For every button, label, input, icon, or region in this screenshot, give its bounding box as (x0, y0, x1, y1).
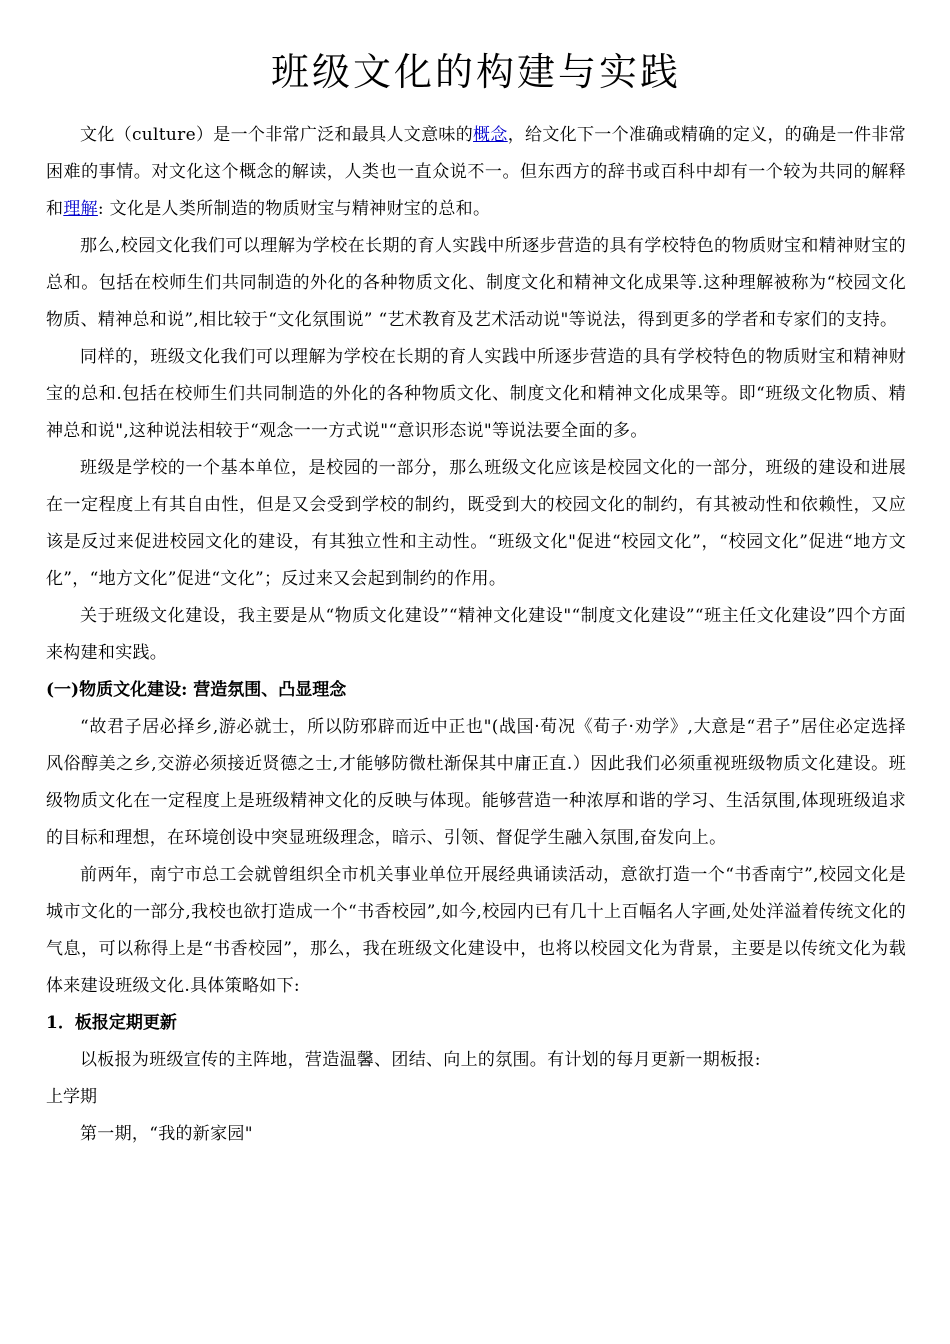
concept-link[interactable]: 概念 (473, 125, 508, 146)
paragraph-text: ，给文化下一个准确或精确的定义，的确是一件非常困难的事情。对文化这个概念的解读，人类也一直众说不一。但东西方的辞书或百科中却有一个较为共同的解释和 (46, 125, 906, 220)
paragraph-text: : 文化是人类所制造的物质财宝与精神财宝的总和。 (97, 199, 491, 220)
paragraph-four-aspects: 关于班级文化建设，我主要是从“物质文化建设”“精神文化建设"“制度文化建设”“班主任文化建设”四个方面来构建和实践。 (46, 606, 906, 664)
page-title: 班级文化的构建与实践 (270, 50, 681, 94)
paragraph-xunzi-quote: “故君子居必择乡,游必就士，所以防邪辟而近中正也"(战国·荀况《荀子·劝学》,大意是“君子”居住必定选择风俗醇美之乡,交游必须接近贤德之士,才能够防微杜渐保其中庸正直.）因此我们必须重视班级物质文化建设。班级物质文化在一定程度上是班级精神文化的反映与体现。能够营造一种浓厚和谐的学习、生活氛围,体现班级追求的目标和理想，在环境创设中突显班级理念，暗示、引领、督促学生融入氛围,奋发向上。 (46, 717, 906, 849)
paragraph-culture-definition (46, 117, 906, 228)
paragraph-class-culture: 同样的，班级文化我们可以理解为学校在长期的育人实践中所逐步营造的具有学校特色的物质财宝和精神财宝的总和.包括在校师生们共同制造的外化的各种物质文化、制度文化和精神文化成果等。即“班级文化物质、精神总和说",这种说法相较于“观念一一方式说"“意识形态说"等说法要全面的多。 (46, 347, 906, 442)
paragraph-class-unit: 班级是学校的一个基本单位，是校园的一部分，那么班级文化应该是校园文化的一部分，班级的建设和进展在一定程度上有其自由性，但是又会受到学校的制约，既受到大的校园文化的制约，有其被动性和依赖性，又应该是反过来促进校园文化的建设，有其独立性和主动性。“班级文化"促进“校园文化”，“校园文化”促进“地方文化”，“地方文化”促进“文化”；反过来又会起到制约的作用。 (46, 458, 906, 590)
subsection-heading-blackboard: 1．板报定期更新 (46, 1013, 177, 1034)
list-item: 第一期，“我的新家园" (80, 1124, 253, 1145)
understanding-link[interactable]: 理解 (63, 199, 98, 220)
section-heading-material-culture: (一)物质文化建设: 营造氛围、凸显理念 (46, 680, 347, 701)
paragraph-scholarly-campus: 前两年，南宁市总工会就曾组织全市机关事业单位开展经典诵读活动，意欲打造一个“书香南宁”,校园文化是城市文化的一部分,我校也欲打造成一个“书香校园”,如今,校园内已有几十上百幅名人字画,处处洋溢着传统文化的气息，可以称得上是“书香校园”，那么，我在班级文化建设中，也将以校园文化为背景，主要是以传统文化为载体来建设班级文化.具体策略如下: (46, 865, 906, 997)
paragraph-text: 文化（culture）是一个非常广泛和最具人文意味的 (80, 125, 474, 146)
term-label: 上学期 (46, 1087, 97, 1108)
paragraph-campus-culture: 那么,校园文化我们可以理解为学校在长期的育人实践中所逐步营造的具有学校特色的物质财宝和精神财宝的总和。包括在校师生们共同制造的外化的各种物质文化、制度文化和精神文化成果等.这种理解被称为“校园文化物质、精神总和说”,相比较于“文化氛围说” “艺术教育及艺术活动说"等说法，得到更多的学者和专家们的支持。 (46, 236, 906, 331)
paragraph-blackboard-plan: 以板报为班级宣传的主阵地，营造温馨、团结、向上的氛围。有计划的每月更新一期板报: (80, 1050, 761, 1071)
document-page (46, 48, 906, 1153)
